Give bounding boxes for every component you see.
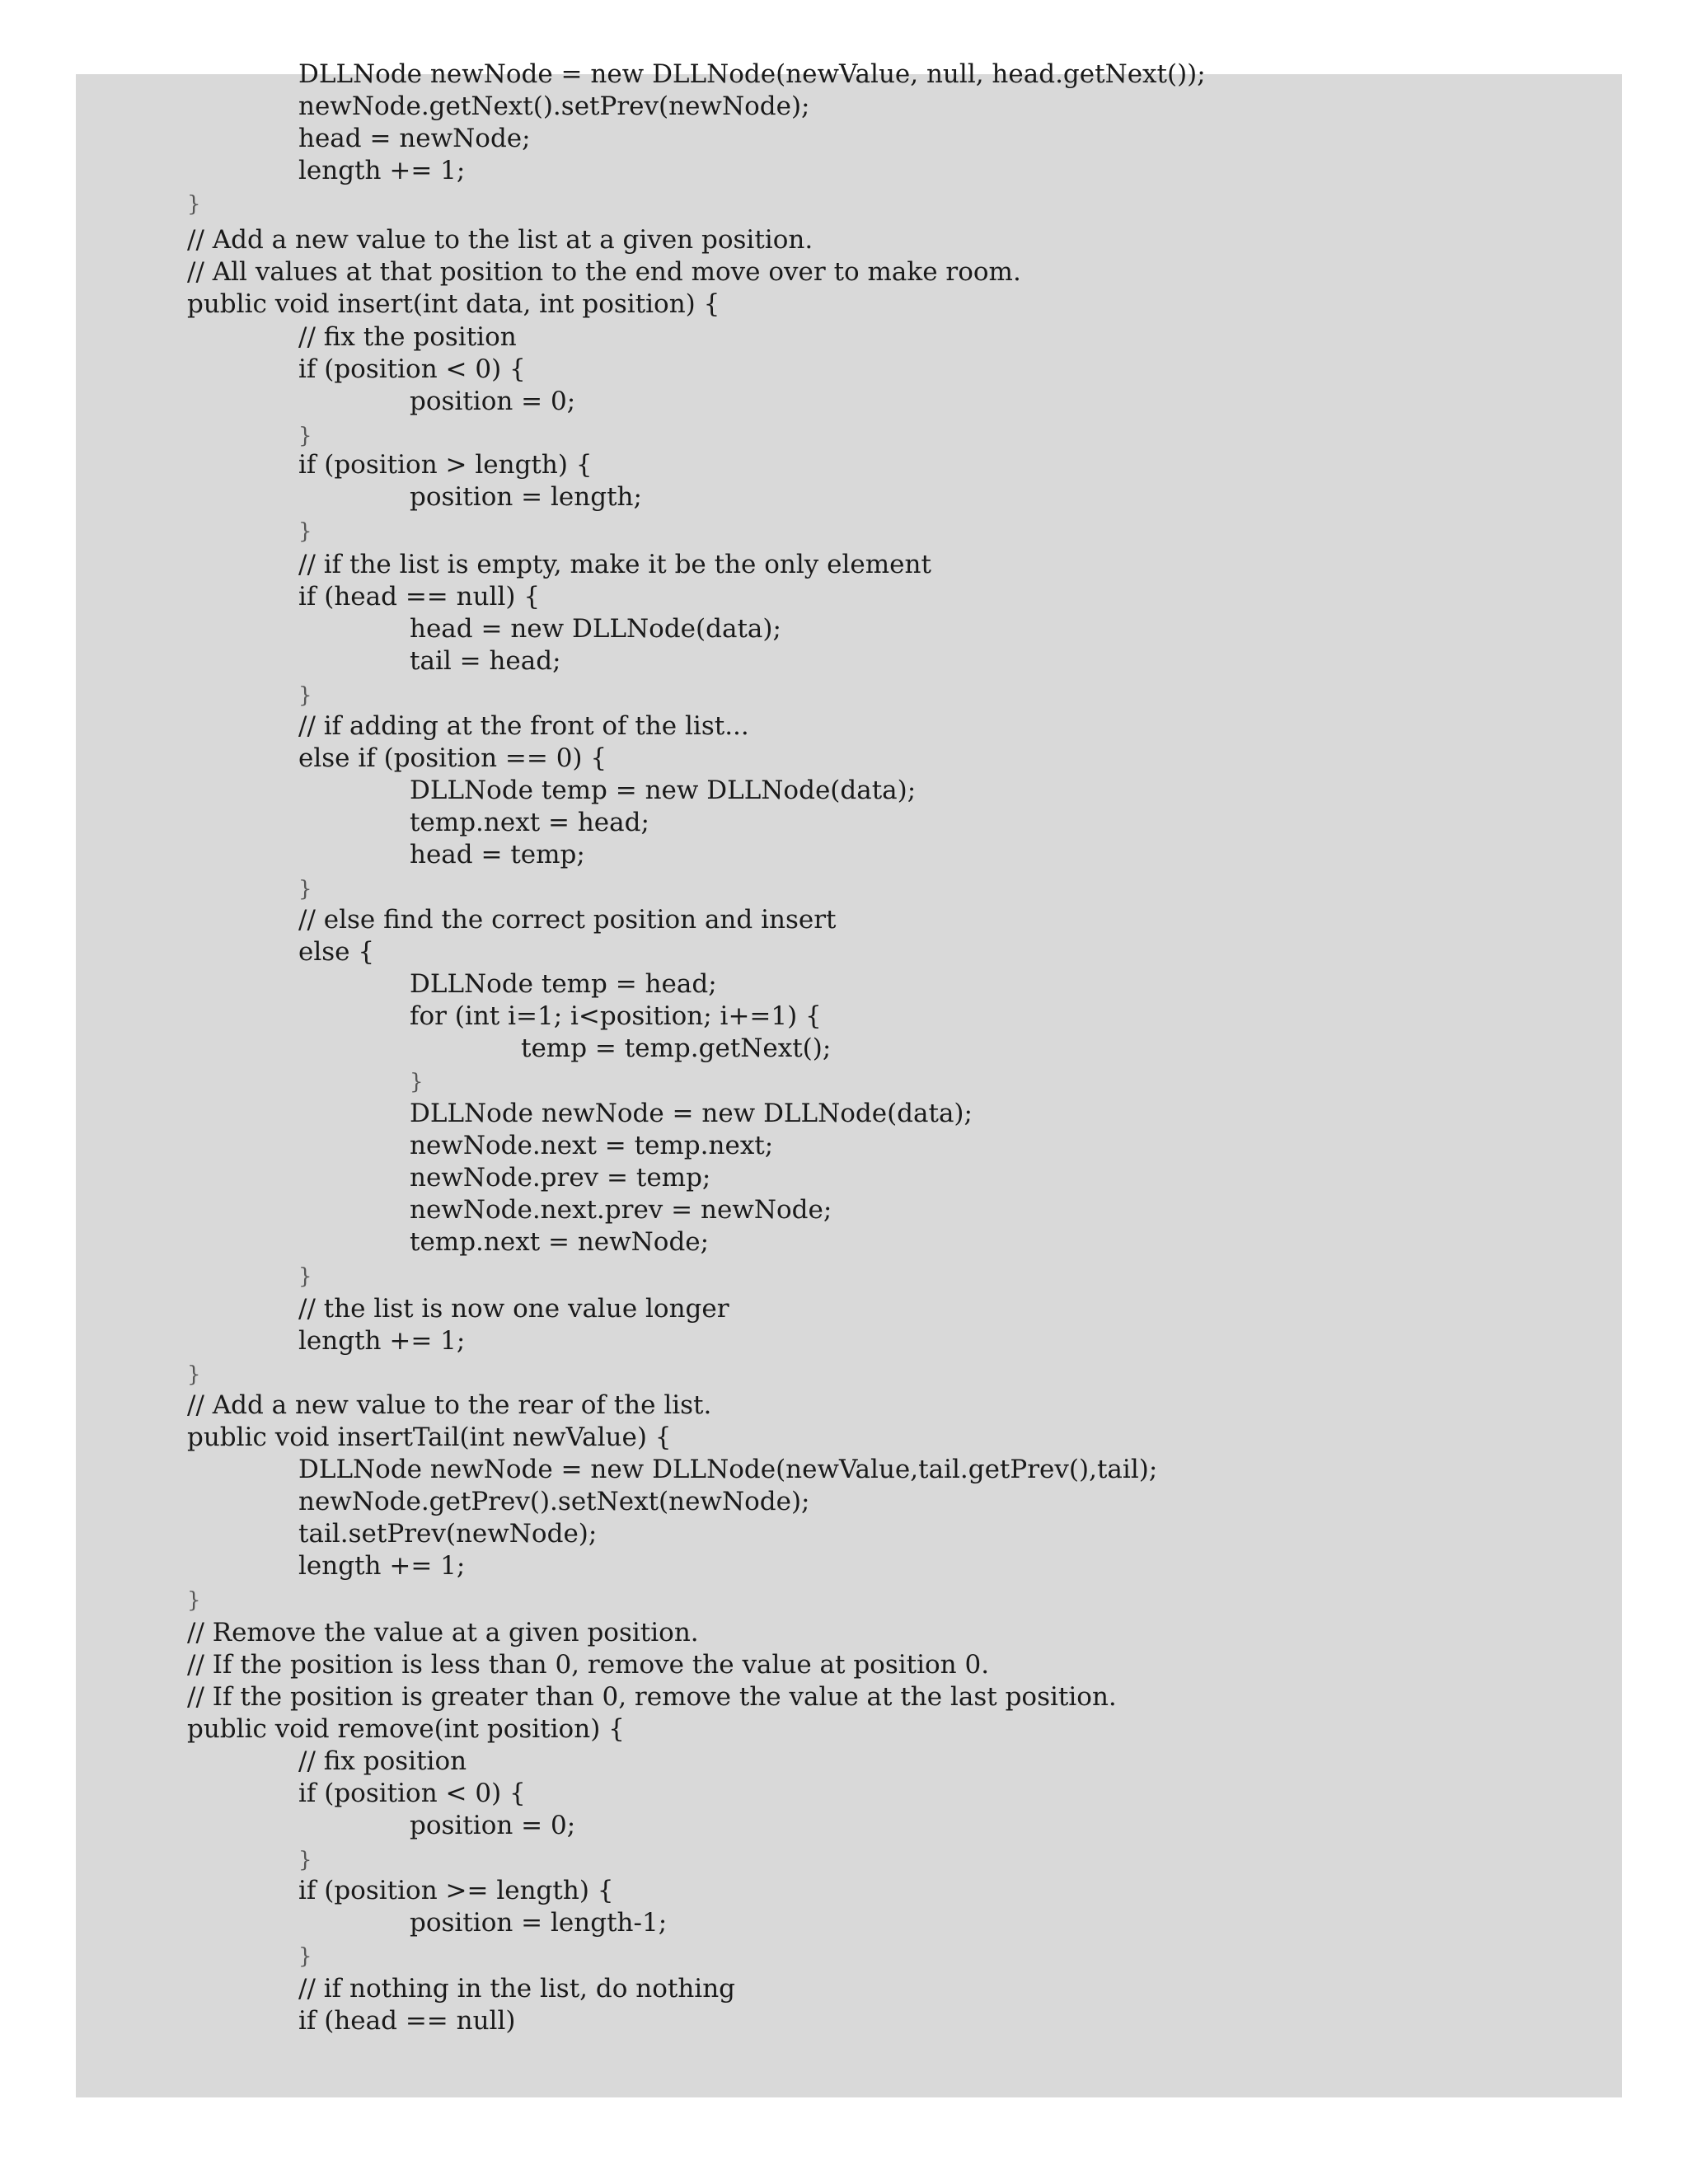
- code-line: if (position < 0) {: [298, 354, 526, 384]
- code-line: newNode.getNext().setPrev(newNode);: [298, 91, 810, 121]
- code-line: public void insertTail(int newValue) {: [187, 1422, 672, 1452]
- page-background: [76, 59, 1622, 2097]
- code-line: if (head == null) {: [298, 582, 541, 612]
- code-line: }: [410, 1070, 424, 1094]
- code-line: else {: [298, 937, 375, 967]
- code-line: // All values at that position to the end move over to make room.: [187, 257, 1021, 287]
- code-line: }: [298, 683, 312, 708]
- code-line: for (int i=1; i<position; i+=1) {: [410, 1001, 822, 1031]
- code-line: }: [298, 877, 312, 902]
- code-line: // If the position is greater than 0, remove the value at the last position.: [187, 1682, 1117, 1712]
- code-line: // else find the correct position and insert: [298, 905, 837, 935]
- code-line: newNode.next = temp.next;: [410, 1131, 774, 1160]
- code-line: DLLNode newNode = new DLLNode(newValue,tail.getPrev(),tail);: [298, 1455, 1158, 1484]
- code-line: tail = head;: [410, 646, 561, 676]
- code-line: }: [298, 424, 312, 448]
- code-line: position = length;: [410, 482, 642, 512]
- code-line: }: [187, 1362, 201, 1387]
- code-line: // if nothing in the list, do nothing: [298, 1974, 736, 2004]
- code-line: else if (position == 0) {: [298, 743, 607, 773]
- code-line: head = new DLLNode(data);: [410, 614, 781, 644]
- code-line: head = temp;: [410, 840, 585, 869]
- code-line: if (position < 0) {: [298, 1779, 526, 1808]
- code-line: temp.next = head;: [410, 808, 649, 837]
- code-line: DLLNode temp = head;: [410, 969, 717, 999]
- code-line: // fix the position: [298, 322, 517, 352]
- code-line: // Add a new value to the rear of the list.: [187, 1390, 712, 1420]
- code-line: position = 0;: [410, 1811, 576, 1840]
- code-line: position = length-1;: [410, 1908, 668, 1938]
- code-line: }: [298, 519, 312, 544]
- code-line: newNode.next.prev = newNode;: [410, 1195, 832, 1225]
- code-line: // Add a new value to the list at a given position.: [187, 225, 814, 255]
- code-line: // if adding at the front of the list...: [298, 711, 749, 741]
- code-line: DLLNode newNode = new DLLNode(data);: [410, 1099, 973, 1128]
- code-line: newNode.prev = temp;: [410, 1163, 711, 1193]
- code-line: }: [187, 192, 201, 217]
- code-line: DLLNode newNode = new DLLNode(newValue, null, head.getNext());: [298, 59, 1206, 89]
- code-line: temp.next = newNode;: [410, 1227, 710, 1257]
- code-line: head = newNode;: [298, 124, 531, 153]
- code-line: if (head == null): [298, 2006, 516, 2036]
- code-line: position = 0;: [410, 387, 576, 416]
- code-line: public void insert(int data, int position) {: [187, 289, 720, 319]
- code-line: // the list is now one value longer: [298, 1294, 729, 1324]
- code-line: newNode.getPrev().setNext(newNode);: [298, 1487, 810, 1516]
- code-line: }: [187, 1588, 201, 1613]
- code-line: DLLNode temp = new DLLNode(data);: [410, 776, 917, 805]
- code-line: tail.setPrev(newNode);: [298, 1519, 598, 1549]
- code-line: // If the position is less than 0, remove the value at position 0.: [187, 1650, 990, 1680]
- code-line: // if the list is empty, make it be the only element: [298, 550, 931, 579]
- code-line: }: [298, 1264, 312, 1289]
- code-line: }: [298, 1944, 312, 1969]
- code-line: // fix position: [298, 1746, 467, 1776]
- code-line: public void remove(int position) {: [187, 1714, 625, 1744]
- code-line: // Remove the value at a given position.: [187, 1618, 699, 1647]
- code-line: length += 1;: [298, 156, 466, 185]
- code-line: }: [298, 1848, 312, 1872]
- code-line: length += 1;: [298, 1326, 466, 1356]
- code-line: length += 1;: [298, 1551, 466, 1581]
- code-line: if (position >= length) {: [298, 1876, 614, 1905]
- code-line: temp = temp.getNext();: [521, 1033, 832, 1063]
- code-line: if (position > length) {: [298, 450, 593, 480]
